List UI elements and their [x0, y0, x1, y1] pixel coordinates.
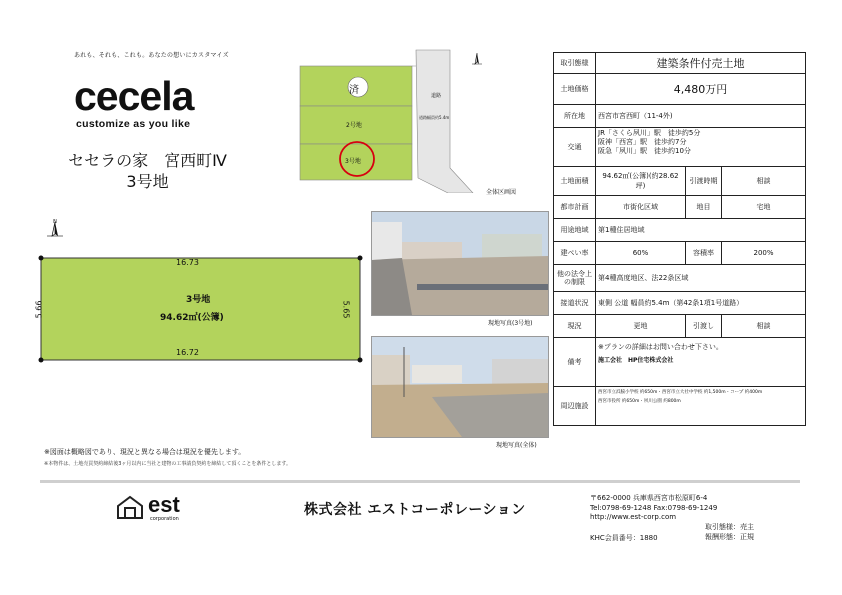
property-lot: 3号地 — [126, 172, 169, 191]
traffic-line: 阪神「西宮」駅 徒歩約7分 — [598, 138, 687, 146]
delivery-value: 相談 — [756, 177, 771, 185]
traffic-line: 阪急「夙川」駅 徒歩約10分 — [598, 147, 691, 155]
khc-number: KHC会員番号：1880 — [590, 534, 658, 542]
plot-area — [41, 258, 360, 360]
site-lot2-label: 2号地 — [346, 122, 362, 129]
row-area — [554, 167, 805, 196]
handover-label: 引渡し — [686, 315, 722, 337]
row-road — [554, 292, 805, 315]
road-area — [416, 50, 473, 193]
plot-bottom-edge: 16.72 — [176, 348, 199, 357]
location-label: 所在地 — [554, 105, 596, 127]
site-map-caption: 全体区画図 — [486, 189, 517, 196]
plot-corner-point — [39, 256, 44, 261]
row-city — [554, 196, 805, 219]
row-price — [554, 74, 805, 105]
plot-area-label: 94.62㎡(公簿) — [160, 313, 224, 323]
row-utilities — [554, 387, 805, 425]
site-photo-lot3 — [371, 211, 549, 316]
trade-terms — [705, 523, 754, 542]
site-photo-overall — [371, 336, 549, 438]
site-lot3-label: 3号地 — [345, 158, 361, 165]
plot-label: 3号地 — [186, 295, 211, 305]
utilities-label: 周辺施設 — [554, 387, 596, 425]
company-address — [590, 494, 717, 523]
delivery-label: 引渡時期 — [686, 167, 722, 195]
price-value: 4,480万円 — [673, 83, 728, 96]
road-label-cell: 接道状況 — [554, 292, 596, 314]
address-line: Tel:0798-69-1248 Fax:0798-69-1249 — [590, 503, 718, 512]
row-type — [554, 53, 805, 74]
far-value: 200% — [753, 249, 774, 257]
legal-label: 他の法令上の制限 — [554, 265, 596, 291]
trade-line: 取引態様：売主 — [705, 523, 754, 531]
est-logo-text: est — [148, 492, 180, 517]
land-cat-value: 宅地 — [756, 203, 771, 211]
plot-right-edge: 5.65 — [341, 300, 351, 319]
road-label: 道路 — [431, 93, 442, 99]
address-line: 〒662-0000 兵庫県西宮市松原町6-4 — [590, 494, 708, 502]
cecela-logo: cecela — [74, 73, 194, 119]
brand-tagline: あれも、それも、これも。あなたの想いにカスタマイズ — [74, 52, 229, 59]
footer-divider — [40, 480, 800, 483]
remarks-line: 施工会社 HP住宅株式会社 — [598, 357, 674, 364]
status-value: 更地 — [596, 315, 686, 337]
utilities-line: 西宮市役所 約650m・夙川公園 約800m — [598, 399, 681, 404]
address-line: http://www.est-corp.com — [590, 513, 677, 521]
property-table — [553, 52, 806, 426]
company-name: 株式会社 エストコーポレーション — [304, 502, 526, 518]
coverage-value: 60% — [596, 242, 686, 264]
north-arrow-icon — [44, 218, 66, 242]
row-legal — [554, 265, 805, 292]
coverage-label: 建ぺい率 — [554, 242, 596, 264]
est-logo-house-icon — [115, 494, 145, 520]
drawing-note: ※図面は概略図であり、現況と異なる場合は現況を優先します。 — [44, 448, 246, 456]
traffic-line: JR「さくら夙川」駅 徒歩約5分 — [598, 129, 701, 137]
area-value: 94.62㎡(公簿)(約28.62坪) — [596, 167, 686, 195]
plot-left-edge: 5.66 — [34, 300, 44, 319]
photo-caption-overall: 現地写真(全体) — [496, 442, 537, 449]
row-status — [554, 315, 805, 338]
status-label: 現況 — [554, 315, 596, 337]
svg-text:N: N — [53, 219, 57, 225]
far-label: 容積率 — [686, 242, 722, 264]
price-label: 土地価格 — [554, 74, 596, 104]
row-zoning — [554, 219, 805, 242]
legal-value: 第4種高度地区、法22条区域 — [598, 274, 689, 282]
plot-corner-point — [358, 358, 363, 363]
city-value: 市街化区域 — [596, 196, 686, 218]
remarks-line: ※プランの詳細はお問い合わせ下さい。 — [598, 343, 723, 351]
road-value: 東側 公道 幅員約5.4m（第42条1項1号道路） — [598, 299, 744, 307]
remarks-label: 備考 — [554, 338, 596, 386]
site-map — [298, 48, 498, 193]
type-label: 取引態様 — [554, 53, 596, 73]
city-label: 都市計画 — [554, 196, 596, 218]
zoning-label: 用途地域 — [554, 219, 596, 241]
north-arrow-small-icon — [470, 52, 484, 68]
contract-note: ※本物件は、土地売買契約締結後3ヶ月以内に当社と建物の工事請負契約を締結して頂くことを条件とします。 — [44, 461, 291, 467]
lot-done-label: 済 — [349, 85, 359, 96]
plot-top-edge: 16.73 — [176, 258, 199, 267]
row-traffic — [554, 128, 805, 167]
property-name: セセラの家 宮西町Ⅳ — [68, 151, 227, 170]
est-logo-sub: corporation — [150, 516, 179, 522]
plot-corner-point — [358, 256, 363, 261]
zoning-value: 第1種住居地域 — [598, 226, 645, 234]
photo-caption-lot3: 現地写真(3号地) — [488, 320, 533, 327]
road-width-note: 道路幅員約5.4m — [419, 115, 450, 120]
row-remarks — [554, 338, 805, 387]
area-label: 土地面積 — [554, 167, 596, 195]
location-value: 西宮市宮西町（11-4外) — [598, 112, 673, 120]
plot-corner-point — [39, 358, 44, 363]
trade-line: 報酬形態：正規 — [705, 532, 754, 541]
row-coverage — [554, 242, 805, 265]
brand-subtitle: customize as you like — [76, 118, 191, 130]
type-value: 建築条件付売土地 — [656, 57, 745, 70]
handover-value: 相談 — [756, 322, 771, 330]
row-location — [554, 105, 805, 128]
utilities-line: 西宮市立浜脇小学校 約650m・西宮市立大社中学校 約1,500m・コープ 約400m — [598, 390, 763, 395]
land-cat-label: 地目 — [686, 196, 722, 218]
traffic-label: 交通 — [554, 128, 596, 166]
